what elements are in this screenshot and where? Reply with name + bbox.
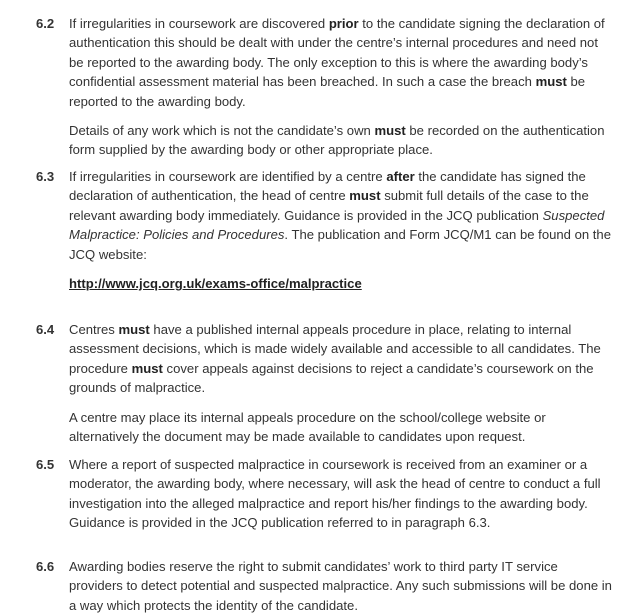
text-run: Awarding bodies reserve the right to submit candidates’ work to third party IT service providers to detect potential and suspected malpractice. Any such submissions will be done in a way which protects the identity of the candidate. bbox=[69, 559, 612, 613]
text-run: to the candidate signing the declaration of authentication this should be dealt with under the centre’s internal procedures and need not be reported to the awarding body. The only exception to this is where the awarding body’s confidential assessment material has been breached. In such a case the breach bbox=[69, 16, 605, 90]
emphasis-bold: after bbox=[386, 169, 415, 184]
emphasis-bold: must bbox=[118, 322, 150, 337]
emphasis-bold: must bbox=[535, 74, 567, 90]
malpractice-link[interactable]: http://www.jcq.org.uk/exams-office/malpractice bbox=[69, 276, 362, 292]
emphasis-bold: must bbox=[131, 360, 163, 376]
section-6-2 bbox=[36, 14, 614, 160]
section-6-6 bbox=[36, 557, 614, 615]
paragraph bbox=[69, 167, 614, 264]
emphasis-bold: must bbox=[349, 188, 381, 204]
text-run: the candidate has signed the declaration of authentication, the head of centre bbox=[69, 169, 586, 204]
emphasis-bold: prior bbox=[328, 16, 359, 31]
emphasis-bold: must bbox=[374, 123, 406, 139]
paragraph bbox=[69, 557, 614, 615]
text-run: Centres bbox=[69, 322, 119, 337]
section-6-4 bbox=[36, 320, 614, 446]
text-run: . The publication and Form JCQ/M1 can be found on the JCQ website: bbox=[69, 227, 611, 262]
section-number: 6.6 bbox=[36, 559, 55, 574]
text-run: Details of any work which is not the candidate’s own bbox=[69, 123, 375, 139]
publication-title: Suspected Malpractice: Policies and Procedures bbox=[69, 207, 605, 243]
text-run: have a published internal appeals procedure in place, relating to internal assessment decisions, which is made widely available and accessible to all candidates. The procedure bbox=[69, 322, 601, 376]
paragraph bbox=[69, 320, 614, 398]
section-6-3 bbox=[36, 167, 614, 293]
text-run: Where a report of suspected malpractice in coursework is received from an examiner or a moderator, the awarding body, where necessary, will ask the head of centre to conduct a full investigation into the alleged malpractice and report his/her findings to the awarding body. Guidance is provided in the JCQ publication referred to in paragraph 6.3. bbox=[69, 457, 601, 531]
text-run: be recorded on the authentication form supplied by the awarding body or other appropriate place. bbox=[69, 123, 605, 158]
text-run: If irregularities in coursework are identified by a centre bbox=[69, 169, 387, 184]
text-run: submit full details of the case to the relevant awarding body immediately. Guidance is provided in the JCQ publication bbox=[69, 188, 589, 223]
paragraph bbox=[69, 455, 614, 533]
paragraph bbox=[69, 14, 614, 111]
text-run: be reported to the awarding body. bbox=[69, 74, 586, 109]
text-run: cover appeals against decisions to reject a candidate’s coursework on the grounds of malpractice. bbox=[69, 360, 594, 396]
text-run: If irregularities in coursework are discovered bbox=[69, 16, 329, 31]
section-number: 6.5 bbox=[36, 457, 55, 472]
text-run: A centre may place its internal appeals procedure on the school/college website or alternatively the document may be made available to candidates upon request. bbox=[69, 409, 546, 445]
section-number: 6.2 bbox=[36, 16, 55, 31]
paragraph bbox=[69, 408, 614, 447]
section-number: 6.4 bbox=[36, 322, 55, 337]
section-6-5 bbox=[36, 455, 614, 533]
paragraph bbox=[69, 121, 614, 160]
section-number: 6.3 bbox=[36, 169, 55, 184]
